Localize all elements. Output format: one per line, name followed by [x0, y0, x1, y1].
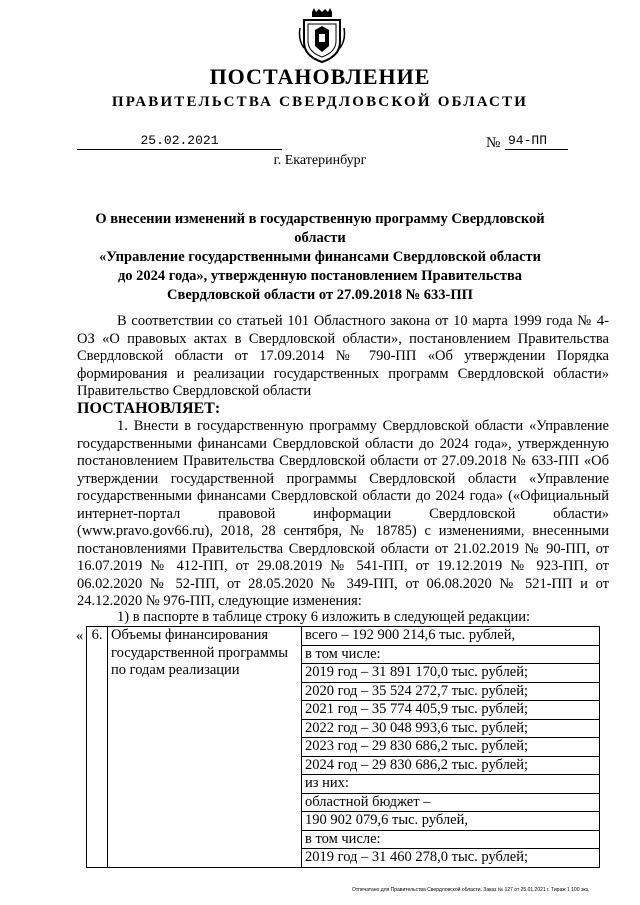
coat-of-arms-emblem [298, 8, 346, 64]
item-1-paragraph: 1. Внести в государственную программу Свердловской области «Управление государственными финансами Свердловской области до 2024 года», утвержденную постановлением Правительства Свердловской области от 27.09.2018 № 633-ПП «Об утверждении государственной программы Свердловской области «Управление государственными финансами Свердловской области до 2024 года» («Официальный интернет-портал правовой информации Свердловской области» (www.pravo.gov66.ru), 2018, 28 сентября, № 18785) с изменениями, внесенными постановлениями Правительства Свердловской области от 21.02.2019 № 90-ПП, от 16.07.2019 № 412-ПП, от 29.08.2019 № 541-ПП, от 19.12.2019 № 923-ПП, от 06.02.2020 № 52-ПП, от 28.05.2020 № 349-ПП, от 06.08.2020 № 521-ПП и от 24.12.2020 № 976-ПП, следующие изменения: [77, 418, 609, 609]
print-footer: Отпечатано для Правительства Свердловской области. Заказ № 127 от 25.01.2021 г. Тираж 1 100 экз. [352, 887, 590, 893]
value-line: 2022 год – 30 048 993,6 тыс. рублей; [302, 720, 599, 739]
table-row [87, 627, 600, 868]
value-line: в том числе: [302, 646, 599, 665]
value-line: 2020 год – 35 524 272,7 тыс. рублей; [302, 683, 599, 702]
subitem-1-paragraph: 1) в паспорте в таблице строку 6 изложить в следующей редакции: [117, 609, 531, 625]
number-label: № [486, 135, 501, 151]
document-number: 94-ПП [505, 133, 568, 150]
value-line: 190 902 079,6 тыс. рублей, [302, 812, 599, 831]
heading-line: «Управление государственными финансами Свердловской области [98, 249, 542, 265]
row-values-cell [302, 627, 600, 868]
document-issuer: ПРАВИТЕЛЬСТВА СВЕРДЛОВСКОЙ ОБЛАСТИ [111, 94, 529, 110]
passport-table [86, 626, 600, 868]
heading-line: Свердловской области от 27.09.2018 № 633-ПП [167, 287, 473, 303]
document-date: 25.02.2021 [77, 133, 282, 150]
value-line: 2019 год – 31 891 170,0 тыс. рублей; [302, 664, 599, 683]
decree-word: ПОСТАНОВЛЯЕТ: [77, 400, 221, 417]
row-number-cell: 6. [87, 627, 108, 868]
value-line: областной бюджет – [302, 794, 599, 813]
value-line: в том числе: [302, 831, 599, 850]
document-title: ПОСТАНОВЛЕНИЕ [209, 64, 431, 89]
value-line: из них: [302, 775, 599, 794]
heading-line: О внесении изменений в государственную программу Свердловской области [95, 211, 545, 246]
value-line: 2023 год – 29 830 686,2 тыс. рублей; [302, 738, 599, 757]
value-line: 2019 год – 31 460 278,0 тыс. рублей; [305, 849, 529, 865]
row-name-cell: Объемы финансирования государственной программы по годам реализации [108, 627, 302, 868]
open-quote: « [76, 628, 84, 644]
value-line: всего – 192 900 214,6 тыс. рублей, [302, 627, 599, 646]
document-heading [70, 210, 570, 305]
intro-paragraph: В соответствии со статьей 101 Областного закона от 10 марта 1999 года № 4-ОЗ «О правовых актах в Свердловской области», постановлением Правительства Свердловской области от 17.09.2014 № 790-ПП «Об утверждении Порядка формирования и реализации государственных программ Свердловской области» Правительство Свердловской области [77, 313, 609, 399]
value-line: 2021 год – 35 774 405,9 тыс. рублей; [302, 701, 599, 720]
document-city: г. Екатеринбург [273, 153, 367, 168]
value-line: 2024 год – 29 830 686,2 тыс. рублей; [302, 757, 599, 776]
heading-line: до 2024 года», утвержденную постановлением Правительства [117, 268, 523, 284]
